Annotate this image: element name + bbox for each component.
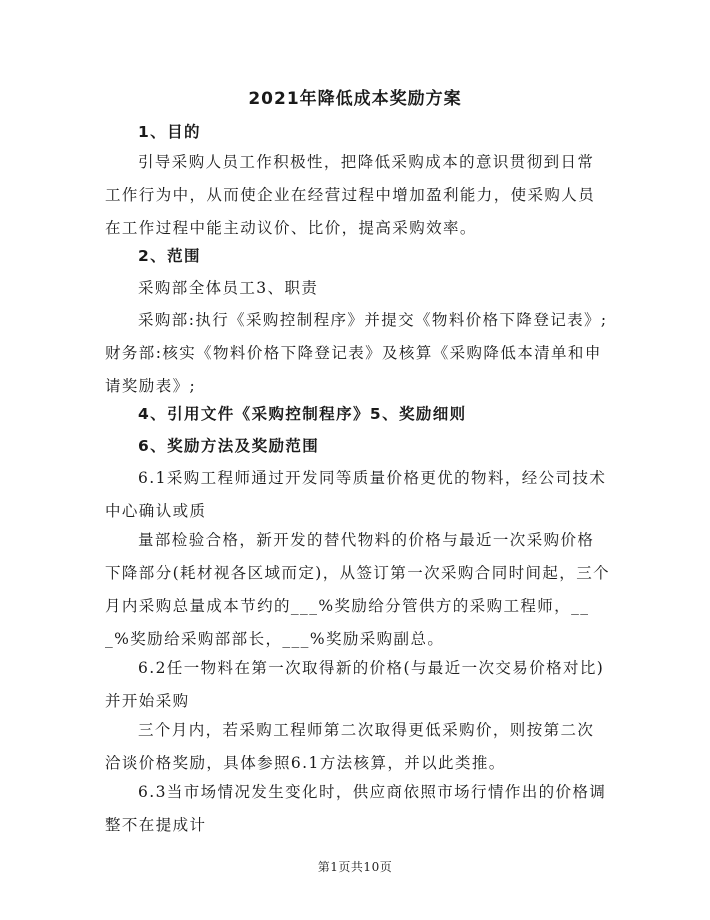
section-heading-reward-method: 6、奖励方法及奖励范围 bbox=[138, 437, 320, 455]
paragraph-scope: 采购部全体员工3、职责 bbox=[138, 279, 319, 297]
page-number: 第1页共10页 bbox=[317, 860, 393, 874]
paragraph-purpose: 引导采购人员工作积极性，把降低采购成本的意识贯彻到日常工作行为中，从而使企业在经营过程中增加盈利能力，使采购人员在工作过程中能主动议价、比价，提高采购效率。 bbox=[105, 153, 596, 237]
section-heading-purpose: 1、目的 bbox=[138, 123, 201, 141]
section-heading-references: 4、引用文件《采购控制程序》5、奖励细则 bbox=[138, 405, 467, 423]
document-title: 2021年降低成本奖励方案 bbox=[248, 89, 462, 109]
paragraph-6-3: 6.3当市场情况发生变化时，供应商依照市场行情作出的价格调整不在提成计 bbox=[105, 783, 607, 834]
paragraph-6-1-continued: 量部检验合格，新开发的替代物料的价格与最近一次采购价格下降部分(耗材视各区域而定)，从签订第一次采购合同时间起，三个月内采购总量成本节约的___%奖励给分管供方的采购工程师，___%奖励给采购部部长，___%奖励采购副总。 bbox=[105, 531, 610, 648]
paragraph-6-2: 6.2任一物料在第一次取得新的价格(与最近一次交易价格对比)并开始采购 bbox=[105, 659, 605, 710]
paragraph-6-2-continued: 三个月内，若采购工程师第二次取得更低采购价，则按第二次洽谈价格奖励，具体参照6.1方法核算，并以此类推。 bbox=[105, 721, 595, 772]
paragraph-responsibilities: 采购部:执行《采购控制程序》并提交《物料价格下降登记表》;财务部:核实《物料价格下降登记表》及核算《采购降低本清单和申请奖励表》; bbox=[105, 311, 608, 395]
paragraph-6-1: 6.1采购工程师通过开发同等质量价格更优的物料，经公司技术中心确认或质 bbox=[105, 469, 607, 520]
section-heading-scope: 2、范围 bbox=[138, 247, 201, 265]
